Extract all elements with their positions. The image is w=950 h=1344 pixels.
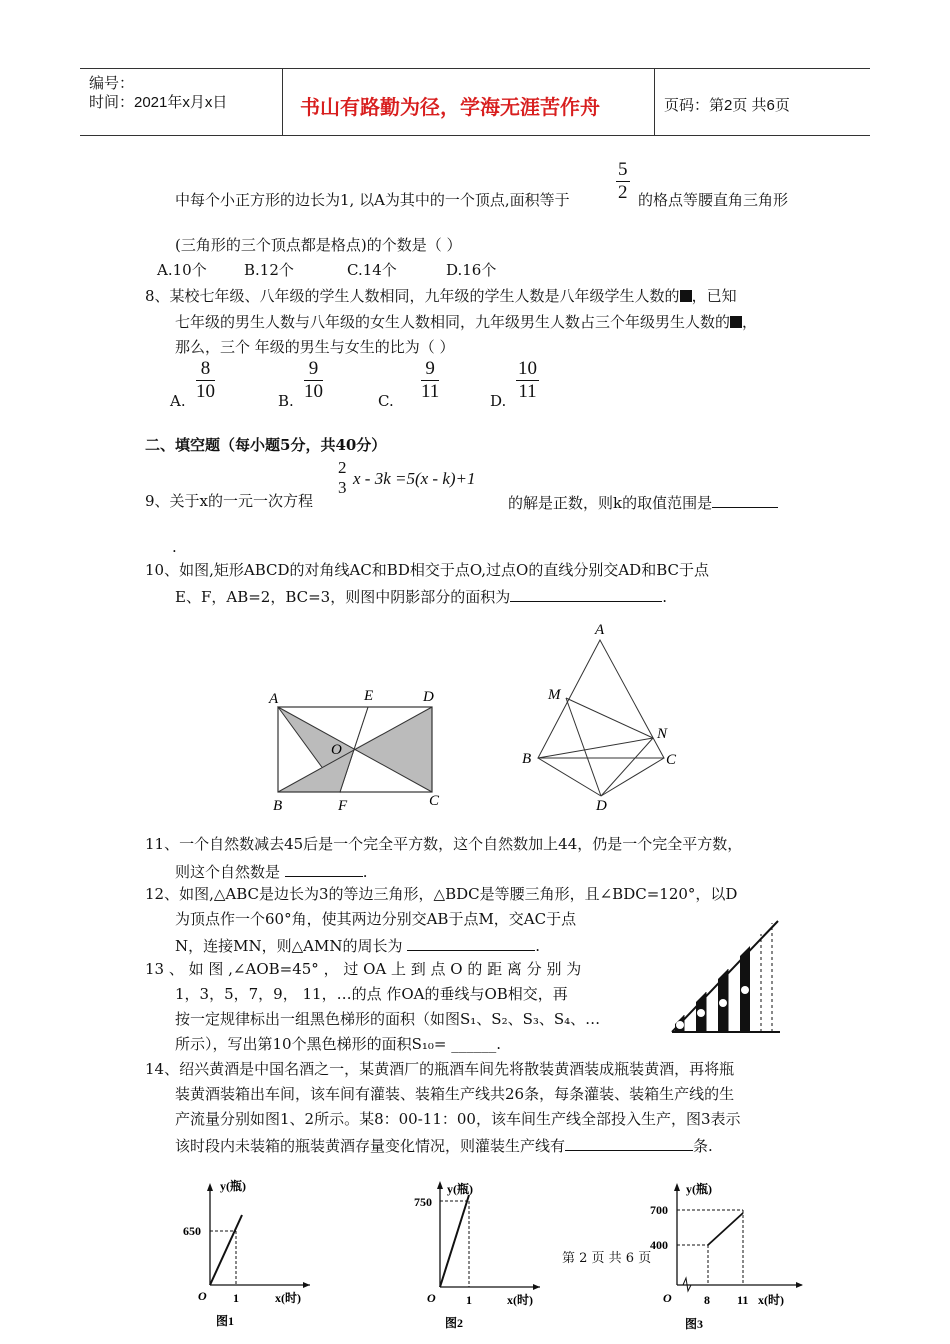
answer-blank — [285, 861, 363, 877]
triangle-figure — [510, 618, 690, 818]
q13-line1: 13 、 如 图 ,∠AOB=45° ， 过 OA 上 到 点 O 的 距 离 分 别 为 — [145, 960, 582, 978]
graph-2 — [390, 1175, 550, 1335]
label-circle-s4 — [741, 986, 749, 994]
header-bottom-rule — [80, 135, 870, 136]
q13-line2: 1，3，5，7，9， 11，…的点 作OA的垂线与OB相交，再 — [175, 985, 568, 1003]
q7-frac-den: 2 — [618, 182, 628, 203]
q8-line3: 那么，三个 年级的男生与女生的比为（ ） — [175, 338, 455, 356]
q13-line4: 所示），写出第10个黑色梯形的面积S₁₀= ______. — [175, 1035, 501, 1053]
q8-option-c-letter: C. — [378, 392, 394, 410]
q9-text-b-content: 的解是正数，则k的取值范围是 — [508, 494, 713, 512]
y-axis-arrow-icon — [674, 1183, 680, 1191]
x-tick-label-8: 8 — [704, 1293, 710, 1307]
section2-title: 二、填空题（每小题5分，共40分） — [145, 436, 387, 454]
q7-option-b: B.12个 — [244, 261, 294, 279]
black-square-mark — [680, 290, 692, 302]
label-c: C — [666, 752, 677, 768]
q8-line1-b: ，已知 — [691, 287, 737, 305]
q12-line3-content: N，连接MN，则△AMN的周长为 — [175, 937, 403, 955]
y-axis-label: y(瓶) — [447, 1182, 473, 1196]
q14-line2: 装黄酒装箱出车间，该车间有灌装、装箱生产线共26条，每条灌装、装箱生产线的生 — [175, 1085, 735, 1103]
data-line — [210, 1215, 242, 1285]
label-b: B — [522, 751, 532, 767]
frac-den: 11 — [518, 381, 537, 402]
header-page-label: 页码：第2页 共6页 — [664, 97, 790, 114]
label-e: E — [364, 688, 374, 704]
header-number-label: 编号： — [89, 75, 135, 92]
y-tick-label-700: 700 — [650, 1203, 668, 1217]
footer-page-number: 第 2 页 共 6 页 — [562, 1251, 652, 1266]
x-axis-label: x(时) — [507, 1293, 533, 1307]
x-axis-label: x(时) — [758, 1293, 784, 1307]
data-line — [440, 1195, 469, 1287]
y-axis-label: y(瓶) — [686, 1182, 712, 1196]
frac-den: 3 — [338, 478, 347, 497]
y-axis-arrow-icon — [207, 1183, 213, 1191]
label-c: C — [429, 793, 440, 809]
q8-option-d-letter: D. — [490, 392, 507, 410]
q9-equation-fraction — [336, 458, 349, 498]
q8-option-b-fraction — [304, 358, 323, 403]
x-axis-label: x(时) — [275, 1291, 301, 1305]
segment-bn — [538, 738, 653, 758]
answer-blank — [565, 1135, 693, 1151]
q8-option-b-letter: B. — [278, 392, 294, 410]
label-m: M — [548, 687, 561, 703]
label-d: D — [596, 798, 607, 814]
angle-trapezoid-figure — [668, 918, 783, 1038]
q7-line1-b: 的格点等腰直角三角形 — [638, 191, 789, 209]
y-axis-label: y(瓶) — [220, 1179, 246, 1193]
q14-line4 — [175, 1135, 713, 1155]
q7-line1-a: 中每个小正方形的边长为1, 以A为其中的一个顶点,面积等于 — [175, 191, 570, 209]
q7-line2: (三角形的三个顶点都是格点)的个数是（ ） — [175, 236, 462, 254]
q8-line2 — [175, 313, 757, 331]
q8-line1 — [145, 287, 737, 305]
label-circle-s2 — [697, 1009, 705, 1017]
answer-blank — [510, 586, 662, 602]
x-tick-label-11: 11 — [737, 1293, 749, 1307]
y-tick-label-400: 400 — [650, 1238, 668, 1252]
segment-cd — [601, 758, 664, 796]
origin-label: O — [198, 1289, 207, 1303]
q12-line3: N，连接MN，则△AMN的周长为 . — [175, 937, 541, 955]
q8-option-c-fraction — [421, 358, 439, 403]
q8-option-a-fraction — [196, 358, 215, 403]
y-tick-label: 650 — [183, 1224, 201, 1238]
y-axis-arrow-icon — [437, 1181, 443, 1189]
frac-num: 2 — [338, 458, 347, 477]
q12-line1: 12、如图,△ABC是边长为3的等边三角形，△BDC是等腰三角形，且∠BDC=120°，以D — [145, 885, 738, 903]
label-f: F — [338, 798, 348, 814]
q14-line4-end: 条. — [693, 1137, 713, 1155]
header-date-label: 时间：2021年x月x日 — [89, 94, 228, 111]
header-divider-1 — [282, 68, 283, 136]
graph-caption: 图3 — [685, 1317, 704, 1331]
label-d: D — [423, 689, 434, 705]
data-line — [708, 1213, 743, 1245]
black-square-mark — [730, 316, 742, 328]
q14-line3: 产流量分别如图1、2所示。某8：00-11：00，该车间生产线全部投入生产，图3表示 — [175, 1110, 741, 1128]
q8-line1-a: 8、某校七年级、八年级的学生人数相同，九年级的学生人数是八年级学生人数的 — [145, 287, 680, 305]
label-o: O — [331, 742, 342, 758]
label-circle-s1 — [676, 1021, 684, 1029]
x-axis-arrow-icon — [796, 1282, 803, 1288]
q9-text-b — [508, 492, 778, 512]
answer-blank — [712, 492, 778, 508]
frac-num: 10 — [518, 358, 537, 379]
header-top-rule — [80, 68, 870, 69]
q9-equation: x - 3k =5(x - k)+1 — [353, 469, 476, 488]
shaded-region-right — [354, 707, 432, 792]
x-axis-arrow-icon — [533, 1284, 540, 1290]
segment-mn — [566, 698, 653, 738]
q13-line3: 按一定规律标出一组黑色梯形的面积（如图S₁、S₂、S₃、S₄、… — [175, 1010, 601, 1028]
frac-num: 8 — [196, 358, 215, 381]
q12-line2: 为顶点作一个60°角，使其两边分别交AB于点M，交AC于点 — [175, 910, 577, 928]
graph-caption: 图2 — [445, 1316, 464, 1330]
answer-blank — [407, 935, 535, 951]
q10-line2-content: E、F，AB=2，BC=3，则图中阴影部分的面积为 — [175, 588, 511, 606]
header-motto: 书山有路勤为径，学海无涯苦作舟 — [300, 95, 600, 119]
frac-den: 10 — [304, 381, 323, 402]
x-tick-label: 1 — [233, 1291, 239, 1305]
origin-label: O — [663, 1291, 672, 1305]
q9-dot: . — [172, 538, 177, 556]
q8-line2-b: ， — [742, 313, 758, 331]
q11-line2-content: 则这个自然数是 — [175, 863, 281, 881]
q8-line2-a: 七年级的男生人数与八年级的女生人数相同，九年级男生人数占三个年级男生人数的 — [175, 313, 731, 331]
q10-line1: 10、如图,矩形ABCD的对角线AC和BD相交于点O,过点O的直线分别交AD和BC于点 — [145, 561, 709, 579]
q9-text-a: 9、关于x的一元一次方程 — [145, 492, 314, 510]
segment-dm — [566, 698, 601, 796]
origin-label: O — [427, 1291, 436, 1305]
q7-option-a: A.10个 — [157, 261, 207, 279]
frac-den: 10 — [196, 381, 215, 402]
q14-line1: 14、绍兴黄酒是中国名酒之一，某黄酒厂的瓶酒车间先将散装黄酒装成瓶装黄酒，再将瓶 — [145, 1060, 735, 1078]
frac-num: 9 — [421, 358, 439, 381]
q7-frac-num: 5 — [618, 159, 628, 180]
frac-num: 9 — [304, 358, 323, 381]
label-b: B — [273, 798, 283, 814]
y-tick-label: 750 — [414, 1195, 432, 1209]
graph-3 — [630, 1175, 810, 1335]
q14-line4-content: 该时段内未装箱的瓶装黄酒存量变化情况，则灌装生产线有 — [175, 1137, 566, 1155]
graph-caption: 图1 — [216, 1314, 235, 1328]
frac-den: 11 — [421, 381, 440, 402]
x-tick-label: 1 — [466, 1293, 472, 1307]
q11-line1: 11、一个自然数减去45后是一个完全平方数，这个自然数加上44，仍是一个完全平方数， — [145, 835, 743, 853]
header-divider-2 — [654, 68, 655, 136]
segment-dn — [601, 738, 653, 796]
rectangle-figure — [260, 680, 460, 820]
label-a: A — [269, 691, 279, 707]
q8-option-d-fraction — [516, 358, 539, 403]
label-n: N — [657, 726, 668, 742]
label-a: A — [595, 622, 605, 638]
graph-1 — [160, 1175, 320, 1335]
q8-option-a-letter: A. — [170, 392, 186, 410]
q7-fraction — [616, 159, 630, 204]
q11-line2: 则这个自然数是 . — [175, 863, 368, 881]
label-circle-s3 — [719, 999, 727, 1007]
x-axis-arrow-icon — [303, 1282, 310, 1288]
q10-line2: E、F，AB=2，BC=3，则图中阴影部分的面积为 . — [175, 588, 667, 606]
segment-bd — [538, 758, 601, 796]
q7-option-d: D.16个 — [446, 261, 497, 279]
q7-option-c: C.14个 — [347, 261, 397, 279]
